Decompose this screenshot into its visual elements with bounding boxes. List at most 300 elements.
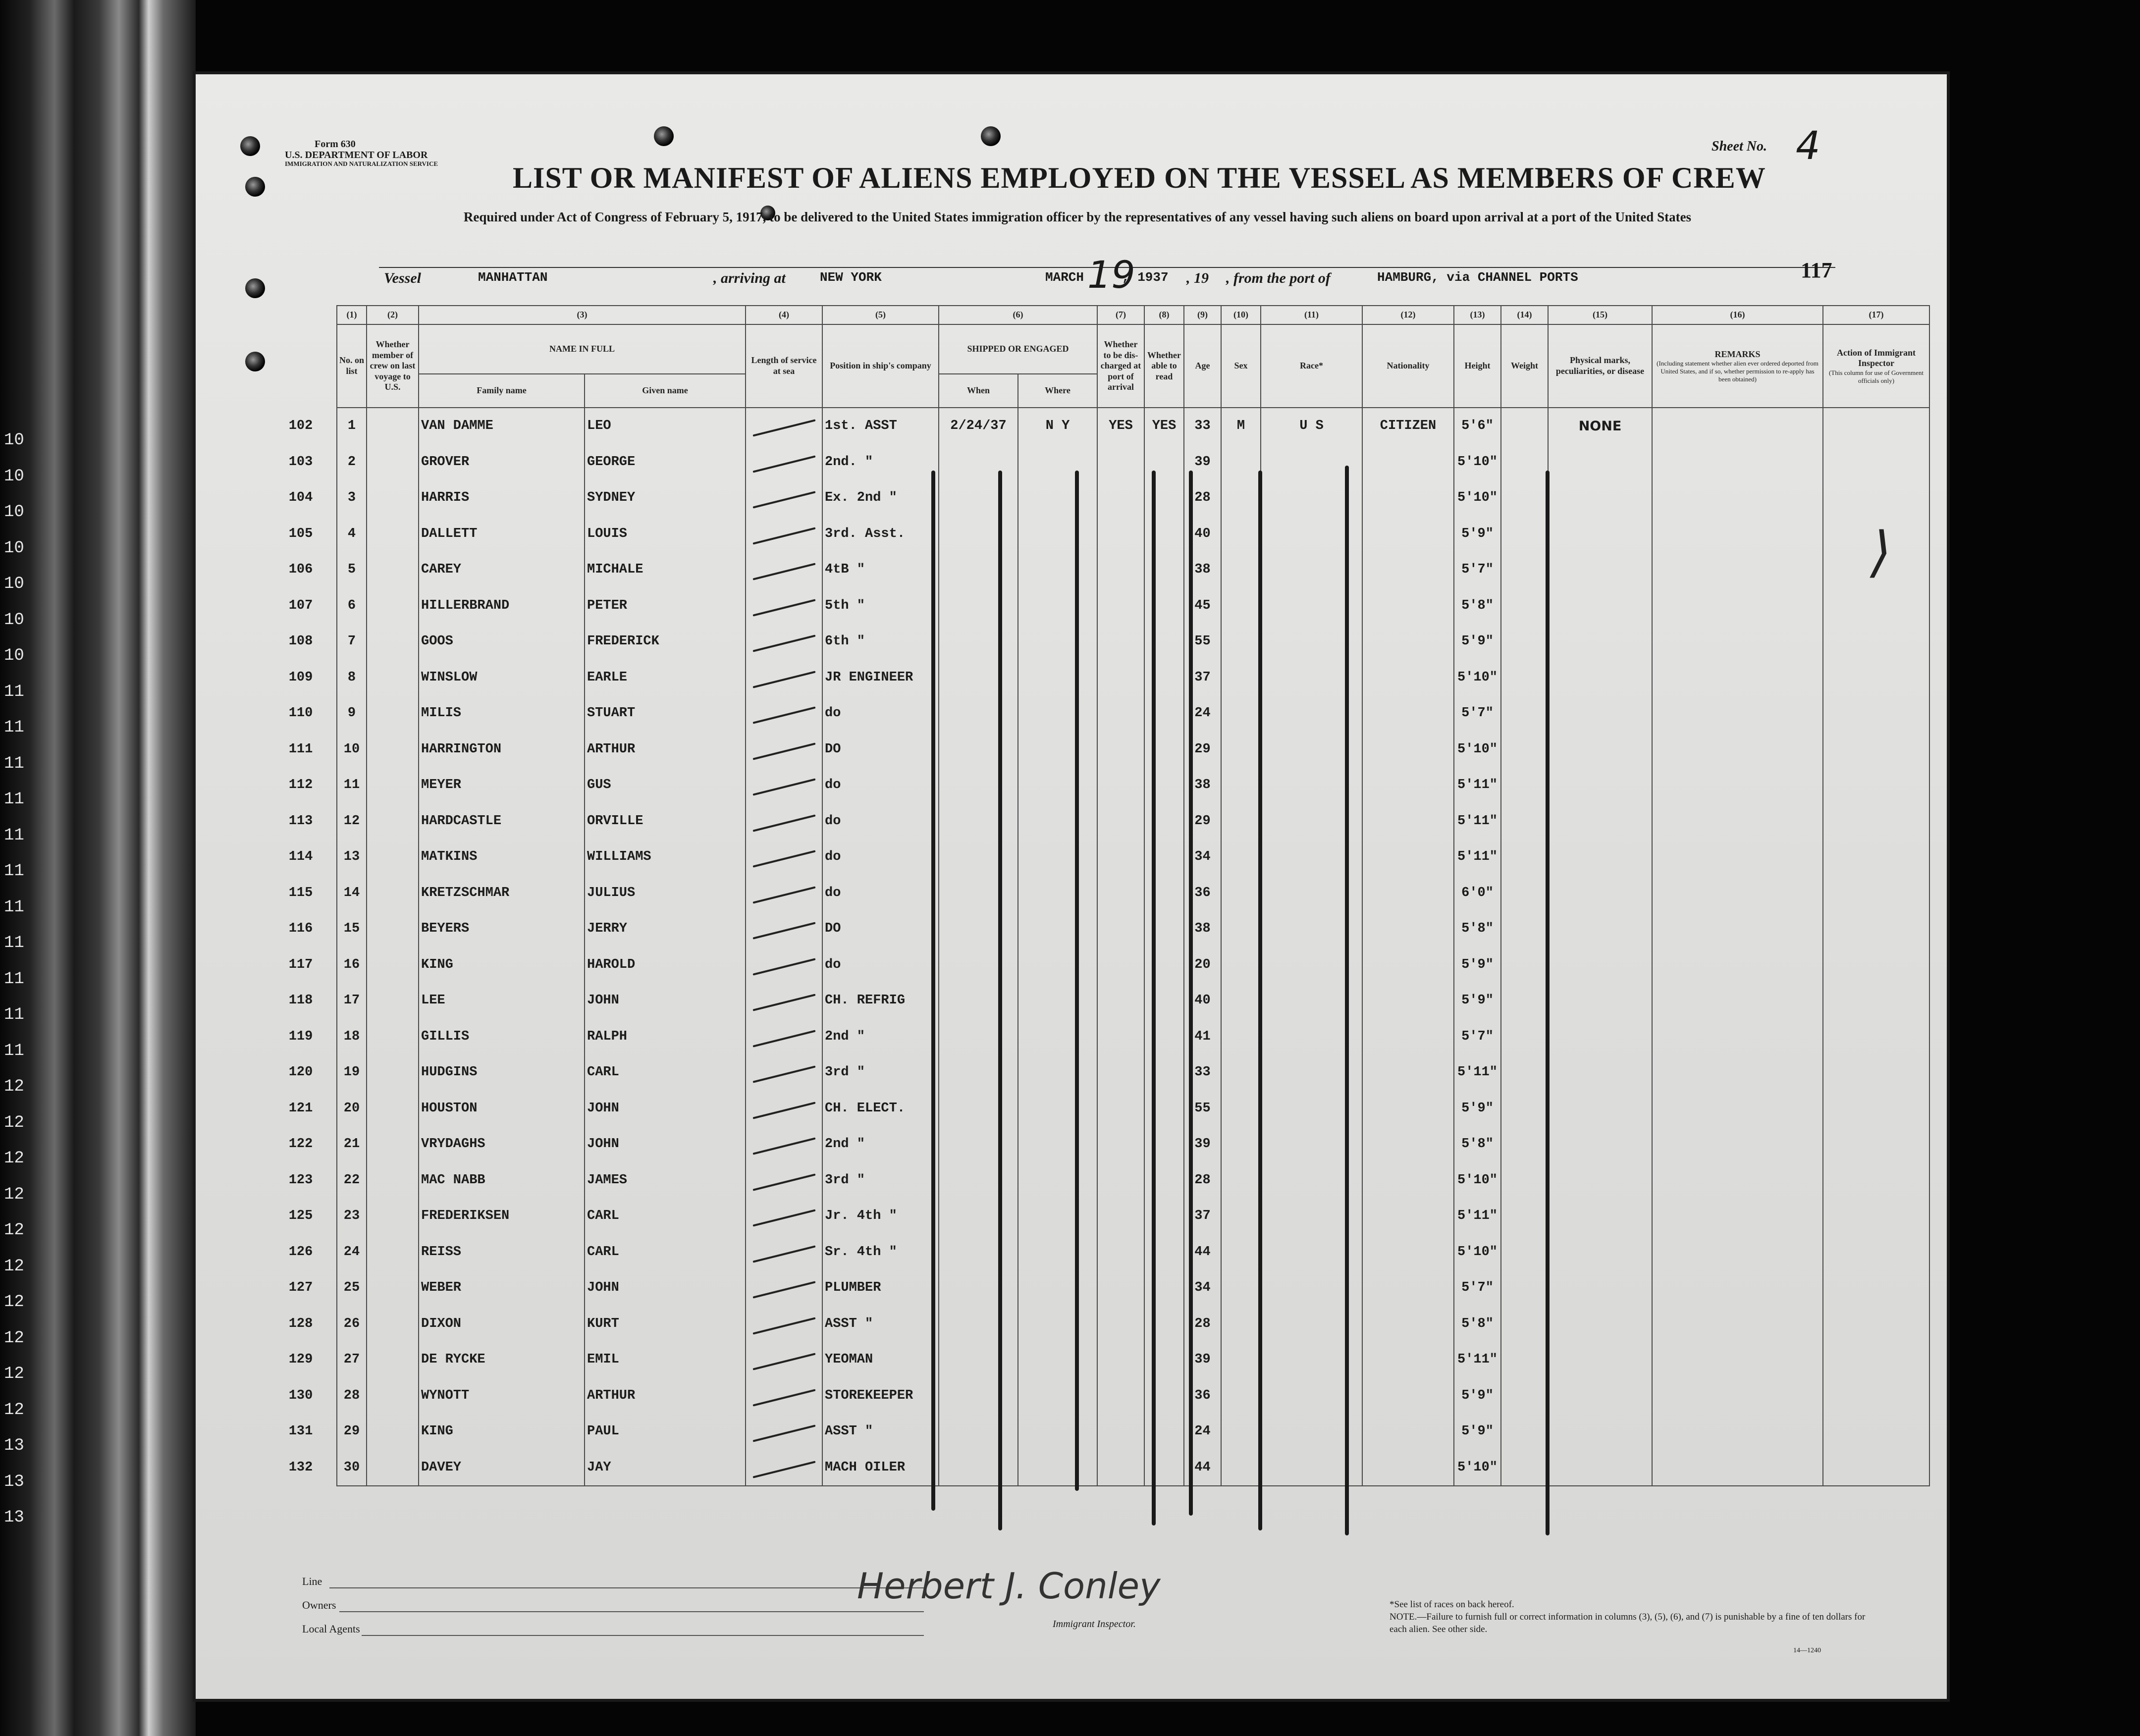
height-cell: 5'9" — [1454, 1378, 1501, 1414]
tick-mark — [752, 491, 815, 509]
col-height: Height — [1454, 324, 1501, 408]
physical-marks-cell — [1548, 1054, 1652, 1091]
inspector-action-cell — [1823, 1414, 1929, 1450]
given-name-cell: WILLIAMS — [585, 839, 746, 875]
family-name-cell: CAREY — [419, 552, 585, 588]
physical-marks-cell — [1548, 588, 1652, 624]
discharged-cell — [1097, 552, 1144, 588]
col-race: Race* — [1261, 324, 1362, 408]
stub-number: 12 — [4, 1293, 24, 1312]
discharged-cell — [1097, 983, 1144, 1019]
nationality-cell — [1362, 839, 1454, 875]
nationality-cell — [1362, 588, 1454, 624]
length-of-service-cell — [746, 1162, 822, 1199]
given-name-cell: GUS — [585, 767, 746, 803]
member-previous-cell — [367, 444, 419, 480]
col-length-service: Length of service at sea — [746, 324, 822, 408]
remarks-cell — [1652, 1234, 1823, 1270]
sex-cell — [1221, 911, 1261, 947]
member-previous-cell — [367, 660, 419, 696]
left-line-number-cell: 103 — [288, 454, 313, 470]
tick-mark — [752, 1030, 815, 1047]
family-name-cell: MILIS — [419, 695, 585, 732]
inspector-action-cell — [1823, 767, 1929, 803]
shipped-when-cell — [939, 983, 1018, 1019]
member-previous-cell — [367, 1450, 419, 1486]
height-cell: 5'8" — [1454, 911, 1501, 947]
physical-marks-cell — [1548, 1198, 1652, 1234]
shipped-when-cell — [939, 732, 1018, 768]
remarks-cell — [1652, 732, 1823, 768]
inspector-action-cell — [1823, 911, 1929, 947]
member-previous-cell — [367, 480, 419, 516]
shipped-when-cell — [939, 624, 1018, 660]
left-line-number-cell: 117 — [288, 957, 313, 972]
age-cell: 33 — [1184, 408, 1221, 444]
tick-mark — [752, 1066, 815, 1083]
sex-cell — [1221, 552, 1261, 588]
length-of-service-cell — [746, 516, 822, 552]
able-to-read-cell — [1144, 1234, 1184, 1270]
stub-number: 11 — [4, 897, 24, 917]
table-row — [265, 408, 1929, 444]
nationality-cell — [1362, 1450, 1454, 1486]
weight-cell — [1501, 408, 1548, 444]
discharged-cell — [1097, 1126, 1144, 1162]
row-number-cell: 22 — [337, 1162, 367, 1199]
height-cell: 5'11" — [1454, 803, 1501, 840]
stub-number: 12 — [4, 1365, 24, 1383]
nationality-cell — [1362, 695, 1454, 732]
action-title: Action of Immigrant Inspector — [1837, 347, 1916, 368]
able-to-read-cell — [1144, 624, 1184, 660]
given-name-cell: JOHN — [585, 1126, 746, 1162]
page-number: 117 — [1801, 258, 1832, 282]
shipped-when-cell — [939, 1378, 1018, 1414]
family-name-cell: LEE — [419, 983, 585, 1019]
sex-cell — [1221, 803, 1261, 840]
row-number-cell: 20 — [337, 1091, 367, 1127]
nationality-cell: CITIZEN — [1362, 408, 1454, 444]
family-name-cell: BEYERS — [419, 911, 585, 947]
family-name-cell: HARRINGTON — [419, 732, 585, 768]
member-previous-cell — [367, 1270, 419, 1306]
table-row — [265, 516, 1929, 552]
race-cell: U S — [1261, 408, 1362, 444]
table-row — [265, 803, 1929, 840]
discharged-cell — [1097, 1306, 1144, 1342]
row-number-cell: 16 — [337, 947, 367, 983]
height-cell: 5'10" — [1454, 1162, 1501, 1199]
table-row — [265, 1234, 1929, 1270]
stub-number: 10 — [4, 610, 24, 630]
remarks-cell — [1652, 660, 1823, 696]
family-name-cell: DALLETT — [419, 516, 585, 552]
shipped-where-cell — [1018, 732, 1097, 768]
given-name-cell: JAY — [585, 1450, 746, 1486]
position-cell: 3rd " — [822, 1054, 939, 1091]
nationality-cell — [1362, 767, 1454, 803]
remarks-cell — [1652, 803, 1823, 840]
col-num: (11) — [1261, 306, 1362, 324]
physical-marks-cell — [1548, 875, 1652, 911]
physical-marks-cell — [1548, 1414, 1652, 1450]
position-cell: 3rd " — [822, 1162, 939, 1199]
sex-cell — [1221, 1270, 1261, 1306]
given-name-cell: FREDERICK — [585, 624, 746, 660]
inspector-action-cell — [1823, 1019, 1929, 1055]
vessel-label: Vessel — [384, 270, 421, 286]
length-of-service-cell — [746, 911, 822, 947]
shipped-when-cell — [939, 1342, 1018, 1378]
member-previous-cell — [367, 732, 419, 768]
age-cell: 29 — [1184, 732, 1221, 768]
shipped-when-cell — [939, 839, 1018, 875]
height-cell: 5'7" — [1454, 1019, 1501, 1055]
given-name-cell: CARL — [585, 1198, 746, 1234]
position-cell: MACH OILER — [822, 1450, 939, 1486]
table-row — [265, 839, 1929, 875]
able-to-read-cell — [1144, 767, 1184, 803]
position-cell: do — [822, 875, 939, 911]
remarks-cell — [1652, 1306, 1823, 1342]
remarks-cell — [1652, 1162, 1823, 1199]
arrival-year-typed: , 1937 — [1122, 270, 1169, 285]
discharged-cell — [1097, 1414, 1144, 1450]
given-name-cell: JERRY — [585, 911, 746, 947]
shipped-when-cell — [939, 516, 1018, 552]
table-row — [265, 695, 1929, 732]
age-cell: 37 — [1184, 1198, 1221, 1234]
height-cell: 5'9" — [1454, 516, 1501, 552]
given-name-cell: JOHN — [585, 1091, 746, 1127]
table-row — [265, 1270, 1929, 1306]
tick-mark — [752, 994, 815, 1011]
col-name-in-full: NAME IN FULL — [419, 324, 746, 374]
stub-number: 13 — [4, 1472, 24, 1491]
inspector-action-cell — [1823, 588, 1929, 624]
able-to-read-cell — [1144, 983, 1184, 1019]
weight-cell — [1501, 444, 1548, 480]
document-title: LIST OR MANIFEST OF ALIENS EMPLOYED ON THE VESSEL AS MEMBERS OF CREW — [513, 161, 1766, 194]
shipped-when-cell — [939, 911, 1018, 947]
left-margin-header — [265, 306, 337, 408]
inspector-action-cell — [1823, 1270, 1929, 1306]
position-cell: ASST " — [822, 1306, 939, 1342]
tick-mark — [752, 1245, 815, 1263]
tick-mark — [752, 1317, 815, 1334]
left-line-number-cell: 105 — [288, 526, 313, 541]
shipped-when-cell — [939, 875, 1018, 911]
length-of-service-cell — [746, 588, 822, 624]
height-cell: 5'11" — [1454, 1342, 1501, 1378]
inspector-signature: Herbert J. Conley — [857, 1565, 1161, 1607]
remarks-cell — [1652, 1054, 1823, 1091]
left-line-number-cell: 102 — [288, 418, 313, 433]
discharged-cell — [1097, 911, 1144, 947]
given-name-cell: STUART — [585, 695, 746, 732]
weight-cell — [1501, 875, 1548, 911]
age-cell: 36 — [1184, 1378, 1221, 1414]
table-row — [265, 911, 1929, 947]
table-row — [265, 1162, 1929, 1199]
departure-port: HAMBURG, via CHANNEL PORTS — [1377, 270, 1578, 285]
position-cell: Sr. 4th " — [822, 1234, 939, 1270]
col-num: (7) — [1097, 306, 1144, 324]
ditto-stroke — [1075, 471, 1079, 1491]
shipped-where-cell — [1018, 1306, 1097, 1342]
col-num: (12) — [1362, 306, 1454, 324]
sex-cell — [1221, 875, 1261, 911]
given-name-cell: CARL — [585, 1054, 746, 1091]
remarks-cell — [1652, 624, 1823, 660]
left-line-number-cell: 131 — [288, 1424, 313, 1439]
physical-marks-cell — [1548, 480, 1652, 516]
nationality-cell — [1362, 732, 1454, 768]
physical-marks-cell — [1548, 947, 1652, 983]
weight-cell — [1501, 1126, 1548, 1162]
tick-mark — [752, 527, 815, 544]
inspector-action-cell — [1823, 408, 1929, 444]
weight-cell — [1501, 1306, 1548, 1342]
family-name-cell: HARDCASTLE — [419, 803, 585, 840]
table-row — [265, 767, 1929, 803]
shipped-when-cell — [939, 767, 1018, 803]
sex-cell — [1221, 480, 1261, 516]
shipped-where-cell — [1018, 839, 1097, 875]
weight-cell — [1501, 1162, 1548, 1199]
discharged-cell — [1097, 1270, 1144, 1306]
position-cell: do — [822, 695, 939, 732]
height-cell: 5'6" — [1454, 408, 1501, 444]
remarks-cell — [1652, 1270, 1823, 1306]
position-cell: do — [822, 839, 939, 875]
given-name-cell: JOHN — [585, 1270, 746, 1306]
age-cell: 38 — [1184, 767, 1221, 803]
stub-number: 12 — [4, 1113, 24, 1132]
inspector-action-cell — [1823, 1378, 1929, 1414]
inspector-action-cell — [1823, 1450, 1929, 1486]
able-to-read-cell — [1144, 1450, 1184, 1486]
family-name-cell: DIXON — [419, 1306, 585, 1342]
row-number-cell: 14 — [337, 875, 367, 911]
member-previous-cell — [367, 552, 419, 588]
col-num: (8) — [1144, 306, 1184, 324]
given-name-cell: SYDNEY — [585, 480, 746, 516]
row-number-cell: 17 — [337, 983, 367, 1019]
remarks-cell — [1652, 1091, 1823, 1127]
owners-rule — [339, 1611, 924, 1612]
inspector-action-cell — [1823, 1162, 1929, 1199]
table-row — [265, 1306, 1929, 1342]
physical-marks-cell — [1548, 1091, 1652, 1127]
col-given-name: Given name — [585, 374, 746, 408]
sex-cell — [1221, 1342, 1261, 1378]
stub-number: 12 — [4, 1221, 24, 1240]
age-cell: 44 — [1184, 1234, 1221, 1270]
family-name-cell: WINSLOW — [419, 660, 585, 696]
inspector-action-cell — [1823, 1091, 1929, 1127]
position-cell: Jr. 4th " — [822, 1198, 939, 1234]
col-where: Where — [1018, 374, 1097, 408]
line-rule — [329, 1587, 924, 1588]
length-of-service-cell — [746, 839, 822, 875]
position-cell: STOREKEEPER — [822, 1378, 939, 1414]
ditto-stroke — [1345, 466, 1349, 1535]
remarks-cell — [1652, 695, 1823, 732]
shipped-when-cell — [939, 1270, 1018, 1306]
remarks-cell — [1652, 983, 1823, 1019]
weight-cell — [1501, 1091, 1548, 1127]
remarks-cell — [1652, 552, 1823, 588]
discharged-cell: YES — [1097, 408, 1144, 444]
member-previous-cell — [367, 803, 419, 840]
given-name-cell: HAROLD — [585, 947, 746, 983]
shipped-when-cell — [939, 552, 1018, 588]
able-to-read-cell — [1144, 1306, 1184, 1342]
left-line-number-cell: 128 — [288, 1316, 313, 1331]
physical-marks-cell — [1548, 1270, 1652, 1306]
year-label: , 19 — [1186, 270, 1209, 286]
ditto-stroke — [1152, 471, 1156, 1526]
able-to-read-cell — [1144, 947, 1184, 983]
shipped-where-cell — [1018, 444, 1097, 480]
able-to-read-cell — [1144, 839, 1184, 875]
document-subtitle: Required under Act of Congress of February 5, 1917, to be delivered to the United States immigration officer by the representatives of any vessel having such aliens on board upon arrival at a port of the United States — [463, 210, 1692, 224]
nationality-cell — [1362, 480, 1454, 516]
nationality-cell — [1362, 803, 1454, 840]
col-num: (10) — [1221, 306, 1261, 324]
table-row — [265, 660, 1929, 696]
member-previous-cell — [367, 1054, 419, 1091]
row-number-cell: 30 — [337, 1450, 367, 1486]
shipped-when-cell — [939, 947, 1018, 983]
tick-mark — [752, 850, 815, 868]
weight-cell — [1501, 839, 1548, 875]
tick-mark — [752, 455, 815, 473]
line-label: Line — [302, 1575, 322, 1587]
col-physical-marks: Physical marks, peculiarities, or disease — [1548, 324, 1652, 408]
inspector-action-cell — [1823, 1054, 1929, 1091]
member-previous-cell — [367, 624, 419, 660]
family-name-cell: HARRIS — [419, 480, 585, 516]
remarks-cell — [1652, 588, 1823, 624]
remarks-cell — [1652, 516, 1823, 552]
nationality-cell — [1362, 875, 1454, 911]
length-of-service-cell — [746, 624, 822, 660]
shipped-where-cell — [1018, 1234, 1097, 1270]
age-cell: 55 — [1184, 1091, 1221, 1127]
length-of-service-cell — [746, 803, 822, 840]
row-number-cell: 13 — [337, 839, 367, 875]
left-line-number-cell: 110 — [288, 706, 313, 721]
inspector-action-cell — [1823, 695, 1929, 732]
stub-number: 10 — [4, 646, 24, 665]
tick-mark — [752, 671, 815, 688]
arrival-month: MARCH — [1045, 270, 1084, 285]
punch-hole — [240, 136, 260, 156]
table-row — [265, 1091, 1929, 1127]
shipped-where-cell — [1018, 875, 1097, 911]
age-cell: 39 — [1184, 444, 1221, 480]
family-name-cell: DE RYCKE — [419, 1342, 585, 1378]
able-to-read-cell — [1144, 695, 1184, 732]
age-cell: 40 — [1184, 516, 1221, 552]
left-line-number-cell: 114 — [288, 849, 313, 865]
stub-number: 12 — [4, 1400, 24, 1420]
physical-marks-cell — [1548, 1162, 1652, 1199]
tick-mark — [752, 420, 815, 437]
tick-mark — [752, 742, 815, 760]
member-previous-cell — [367, 1126, 419, 1162]
col-num: (5) — [822, 306, 939, 324]
physical-marks-cell — [1548, 1019, 1652, 1055]
discharged-cell — [1097, 947, 1144, 983]
height-cell: 6'0" — [1454, 875, 1501, 911]
member-previous-cell — [367, 588, 419, 624]
sex-cell — [1221, 1414, 1261, 1450]
member-previous-cell — [367, 947, 419, 983]
shipped-where-cell — [1018, 660, 1097, 696]
sex-cell — [1221, 624, 1261, 660]
weight-cell — [1501, 1450, 1548, 1486]
weight-cell — [1501, 911, 1548, 947]
length-of-service-cell — [746, 660, 822, 696]
able-to-read-cell — [1144, 911, 1184, 947]
stub-number: 11 — [4, 969, 24, 989]
length-of-service-cell — [746, 1450, 822, 1486]
table-row — [265, 624, 1929, 660]
able-to-read-cell — [1144, 1198, 1184, 1234]
crew-manifest-table — [265, 305, 1930, 1486]
physical-marks-cell — [1548, 1450, 1652, 1486]
position-cell: 4tB " — [822, 552, 939, 588]
shipped-where-cell — [1018, 1198, 1097, 1234]
col-position: Position in ship's company — [822, 324, 939, 408]
able-to-read-cell — [1144, 480, 1184, 516]
position-cell: 1st. ASST — [822, 408, 939, 444]
weight-cell — [1501, 480, 1548, 516]
punch-hole — [245, 177, 265, 197]
height-cell: 5'10" — [1454, 1234, 1501, 1270]
tick-mark — [752, 707, 815, 724]
discharged-cell — [1097, 1162, 1144, 1199]
col-num: (6) — [939, 306, 1097, 324]
able-to-read-cell — [1144, 552, 1184, 588]
physical-marks-cell — [1548, 1234, 1652, 1270]
stub-number: 12 — [4, 1257, 24, 1276]
nationality-cell — [1362, 1306, 1454, 1342]
physical-marks-cell — [1548, 803, 1652, 840]
able-to-read-cell — [1144, 803, 1184, 840]
shipped-when-cell — [939, 1306, 1018, 1342]
given-name-cell: GEORGE — [585, 444, 746, 480]
remarks-cell — [1652, 480, 1823, 516]
position-cell: JR ENGINEER — [822, 660, 939, 696]
member-previous-cell — [367, 767, 419, 803]
stub-number: 11 — [4, 754, 24, 773]
weight-cell — [1501, 1414, 1548, 1450]
local-agents-label: Local Agents — [302, 1623, 360, 1635]
tick-mark — [752, 635, 815, 652]
nationality-cell — [1362, 1091, 1454, 1127]
row-number-cell: 28 — [337, 1378, 367, 1414]
tick-mark — [752, 1173, 815, 1191]
table-row — [265, 1378, 1929, 1414]
height-cell: 5'10" — [1454, 480, 1501, 516]
penalty-note: NOTE.—Failure to furnish full or correct information in columns (3), (5), (6), and (7) is punishable by a fine of ten dollars for each alien. See other side. — [1390, 1612, 1866, 1634]
row-number-cell: 10 — [337, 732, 367, 768]
